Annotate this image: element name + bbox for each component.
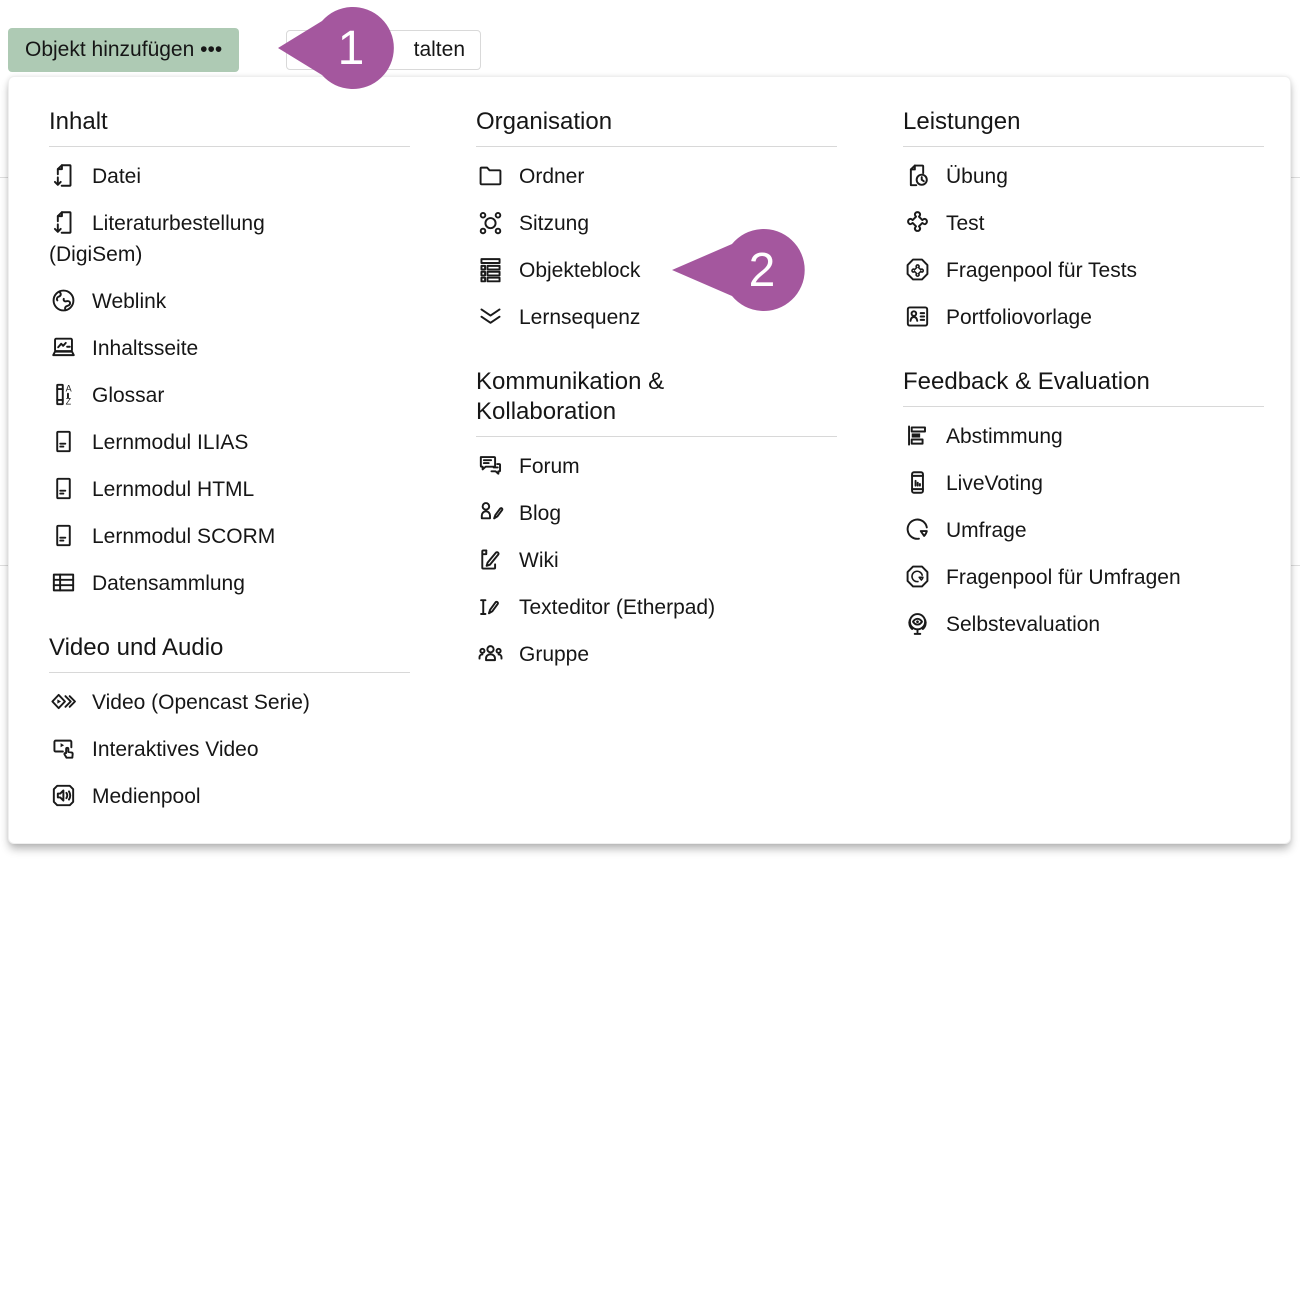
learning-module-icon (49, 521, 78, 550)
menu-item[interactable] (903, 460, 1264, 507)
menu-item-label: Lernmodul SCORM (92, 525, 276, 548)
folder-icon (476, 161, 505, 190)
file-download-icon (49, 208, 78, 237)
menu-item-label: Weblink (92, 290, 167, 313)
menu-item[interactable] (49, 325, 410, 372)
menu-item-label: Datei (92, 165, 142, 188)
exercise-icon (903, 161, 932, 190)
media-pool-icon (49, 781, 78, 810)
menu-section (903, 77, 1264, 341)
question-pool-test-icon (903, 255, 932, 284)
section-divider (903, 146, 1264, 147)
menu-item[interactable] (476, 631, 837, 678)
globe-icon (49, 286, 78, 315)
menu-item-label: Medienpool (92, 785, 201, 808)
learning-module-icon (49, 427, 78, 456)
secondary-button[interactable]: talten (286, 30, 481, 70)
svg-text:A: A (65, 383, 72, 394)
step-marker-2 (670, 226, 806, 314)
self-evaluation-icon (903, 609, 932, 638)
etherpad-icon (476, 592, 505, 621)
section-divider (49, 672, 410, 673)
menu-item[interactable] (49, 200, 344, 278)
menu-item[interactable] (49, 278, 410, 325)
menu-item[interactable] (903, 247, 1264, 294)
menu-item[interactable] (903, 507, 1264, 554)
section-title: Leistungen (903, 108, 1021, 135)
menu-item[interactable] (49, 419, 410, 466)
section-divider (476, 146, 837, 147)
menu-item-label: Inhaltsseite (92, 337, 199, 360)
survey-icon (903, 515, 932, 544)
menu-item[interactable] (49, 513, 410, 560)
add-object-button[interactable]: Objekt hinzufügen ••• (8, 28, 239, 72)
menu-item-label: Gruppe (519, 643, 590, 666)
section-divider (49, 146, 410, 147)
section-divider (903, 406, 1264, 407)
menu-item-label: Fragenpool für Umfragen (946, 566, 1181, 589)
menu-item-label: Sitzung (519, 212, 590, 235)
section-title: Organisation (476, 108, 613, 135)
learning-sequence-icon (476, 302, 505, 331)
menu-item[interactable] (49, 679, 410, 726)
menu-item-label: Selbstevaluation (946, 613, 1101, 636)
menu-item[interactable] (49, 726, 410, 773)
test-icon (903, 208, 932, 237)
menu-item[interactable] (49, 466, 410, 513)
menu-item-label: Test (946, 212, 985, 235)
wiki-icon (476, 545, 505, 574)
menu-item[interactable] (476, 443, 837, 490)
step-marker-1-number: 1 (337, 22, 365, 75)
menu-item[interactable] (476, 153, 837, 200)
item-group-icon (476, 255, 505, 284)
menu-item[interactable] (903, 200, 1264, 247)
menu-item[interactable] (49, 773, 410, 820)
menu-item-label: Umfrage (946, 519, 1027, 542)
poll-icon (903, 421, 932, 450)
table-icon (49, 568, 78, 597)
menu-item[interactable] (903, 294, 1264, 341)
menu-item-label: Blog (519, 502, 562, 525)
svg-text:Z: Z (65, 396, 72, 407)
question-pool-survey-icon (903, 562, 932, 591)
forum-icon (476, 451, 505, 480)
menu-item-label: Lernmodul ILIAS (92, 431, 249, 454)
section-divider (476, 436, 837, 437)
group-icon (476, 639, 505, 668)
section-title: Kommunikation & Kollaboration (476, 368, 665, 425)
menu-item-label: Datensammlung (92, 572, 245, 595)
menu-item[interactable] (49, 560, 410, 607)
menu-item-label: Texteditor (Etherpad) (519, 596, 716, 619)
menu-item[interactable] (903, 153, 1264, 200)
section-title: Feedback & Evaluation (903, 368, 1150, 395)
menu-column-leistungen (903, 77, 1264, 648)
step-marker-1 (276, 4, 394, 92)
menu-item-label: Interaktives Video (92, 738, 259, 761)
live-voting-icon (903, 468, 932, 497)
menu-item[interactable] (903, 554, 1264, 601)
opencast-video-icon (49, 687, 78, 716)
menu-item-label: Glossar (92, 384, 165, 407)
menu-column-organisation (476, 77, 837, 678)
menu-item-label: Literaturbestellung (DigiSem) (49, 212, 265, 266)
menu-item-label: LiveVoting (946, 472, 1043, 495)
menu-item-label: Übung (946, 165, 1008, 188)
menu-section (49, 77, 410, 607)
laptop-page-icon (49, 333, 78, 362)
menu-item[interactable] (476, 537, 837, 584)
menu-item-label: Fragenpool für Tests (946, 259, 1138, 282)
menu-section (476, 367, 837, 678)
menu-column-inhalt (49, 77, 410, 820)
session-icon (476, 208, 505, 237)
file-download-icon (49, 161, 78, 190)
interactive-video-icon (49, 734, 78, 763)
menu-section (903, 367, 1264, 648)
section-title: Video und Audio (49, 634, 224, 661)
blog-icon (476, 498, 505, 527)
menu-item-label: Forum (519, 455, 580, 478)
menu-item[interactable] (903, 601, 1264, 648)
menu-item-label: Ordner (519, 165, 585, 188)
menu-item[interactable] (49, 372, 410, 419)
menu-item-label: Lernsequenz (519, 306, 641, 329)
step-marker-2-number: 2 (748, 244, 776, 297)
menu-item[interactable] (476, 584, 837, 631)
add-object-dropdown (8, 76, 1291, 844)
portfolio-template-icon (903, 302, 932, 331)
menu-item-label: Portfoliovorlage (946, 306, 1092, 329)
menu-item[interactable] (49, 153, 410, 200)
menu-item-label: Abstimmung (946, 425, 1063, 448)
menu-item-label: Video (Opencast Serie) (92, 691, 310, 714)
menu-item-label: Wiki (519, 549, 559, 572)
menu-item[interactable] (903, 413, 1264, 460)
menu-section (49, 633, 410, 820)
menu-item-label: Lernmodul HTML (92, 478, 255, 501)
learning-module-icon (49, 474, 78, 503)
menu-item[interactable] (476, 490, 837, 537)
glossary-icon (49, 380, 78, 409)
menu-item-label: Objekteblock (519, 259, 641, 282)
section-title: Inhalt (49, 108, 108, 135)
